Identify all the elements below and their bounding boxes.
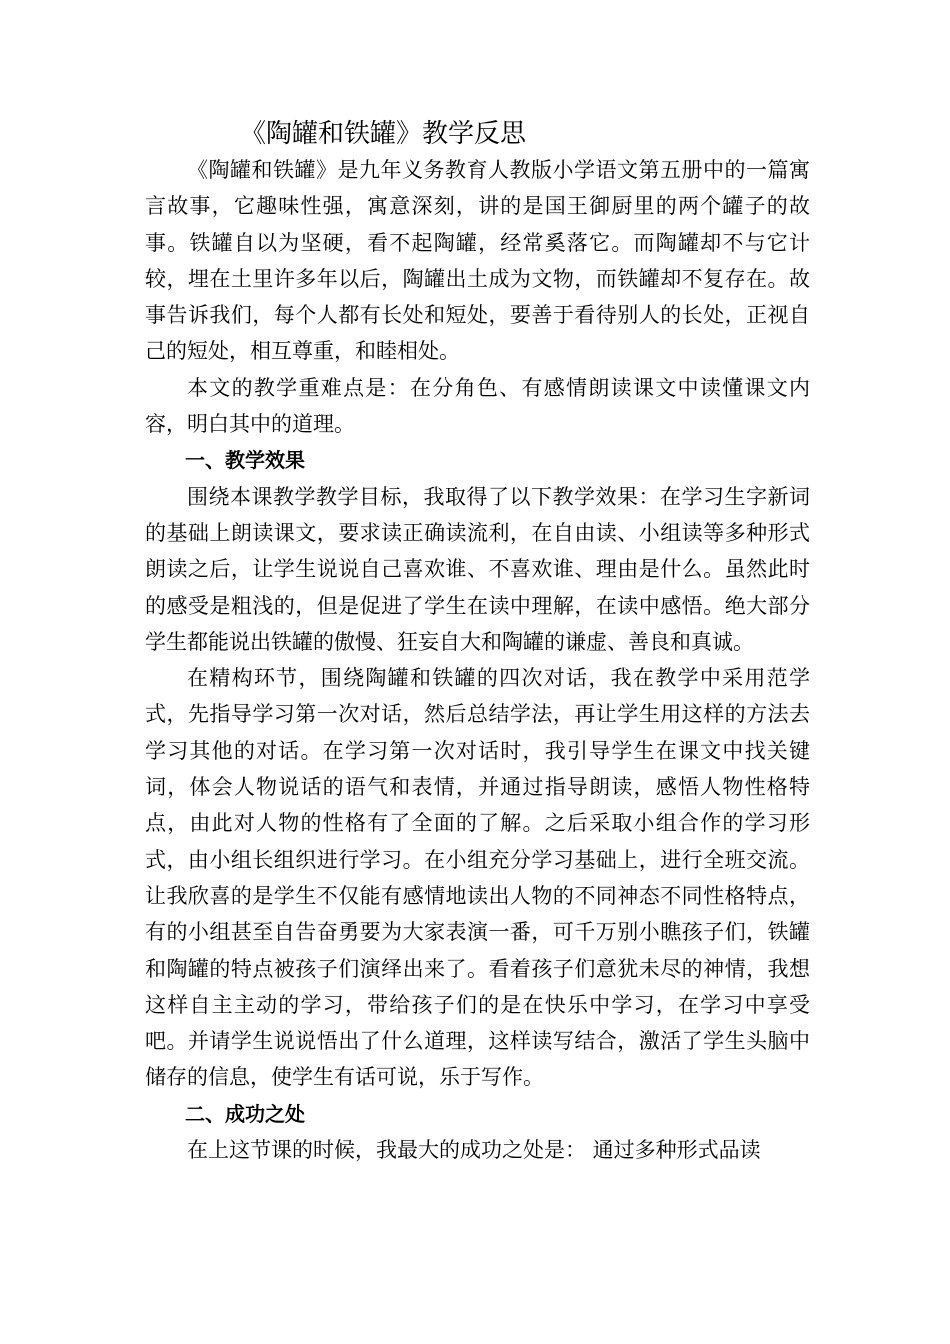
intro-paragraph-2: 本文的教学重难点是：在分角色、有感情朗读课文中读懂课文内容，明白其中的道理。: [145, 375, 810, 437]
section-heading-teaching-effect: 一、教学效果: [185, 448, 305, 473]
intro-paragraph-1: 《陶罐和铁罐》是九年义务教育人教版小学语文第五册中的一篇寓言故事，它趣味性强，寓意深刻，讲的是国王御厨里的两个罐子的故事。铁罐自以为坚硬，看不起陶罐，经常奚落它。而陶罐却不与它计较，埋在土里许多年以后，陶罐出土成为文物，而铁罐却不复存在。故事告诉我们，每个人都有长处和短处，要善于看待别人的长处，正视自己的短处，相互尊重，和睦相处。: [145, 158, 810, 364]
section-heading-success: 二、成功之处: [185, 1101, 305, 1126]
success-paragraph-1: 在上这节课的时候，我最大的成功之处是： 通过多种形式品读: [187, 1138, 761, 1163]
teaching-effect-paragraph-2: 在精构环节，围绕陶罐和铁罐的四次对话，我在教学中采用范学式，先指导学习第一次对话，然后总结学法，再让学生用这样的方法去学习其他的对话。在学习第一次对话时，我引导学生在课文中找关键词，体会人物说话的语气和表情，并通过指导朗读，感悟人物性格特点，由此对人物的性格有了全面的了解。之后采取小组合作的学习形式，由小组长组织进行学习。在小组充分学习基础上，进行全班交流。让我欣喜的是学生不仅能有感情地读出人物的不同神态不同性格特点，有的小组甚至自告奋勇要为大家表演一番，可千万别小瞧孩子们，铁罐和陶罐的特点被孩子们演绎出来了。看着孩子们意犹未尽的神情，我想这样自主主动的学习，带给孩子们的是在快乐中学习，在学习中享受吧。并请学生说说悟出了什么道理，这样读写结合，激活了学生头脑中储存的信息，使学生有话可说，乐于写作。: [145, 666, 810, 1090]
teaching-effect-paragraph-1: 围绕本课教学教学目标，我取得了以下教学效果：在学习生字新词的基础上朗读课文，要求读正确读流利，在自由读、小组读等多种形式朗读之后，让学生说说自己喜欢谁、不喜欢谁、理由是什么。虽然此时的感受是粗浅的，但是促进了学生在读中理解，在读中感悟。绝大部分学生都能说出铁罐的傲慢、狂妄自大和陶罐的谦虚、善良和真诚。: [145, 484, 810, 654]
document-body: [145, 152, 810, 1168]
document-title: 《陶罐和铁罐》教学反思: [240, 119, 527, 149]
